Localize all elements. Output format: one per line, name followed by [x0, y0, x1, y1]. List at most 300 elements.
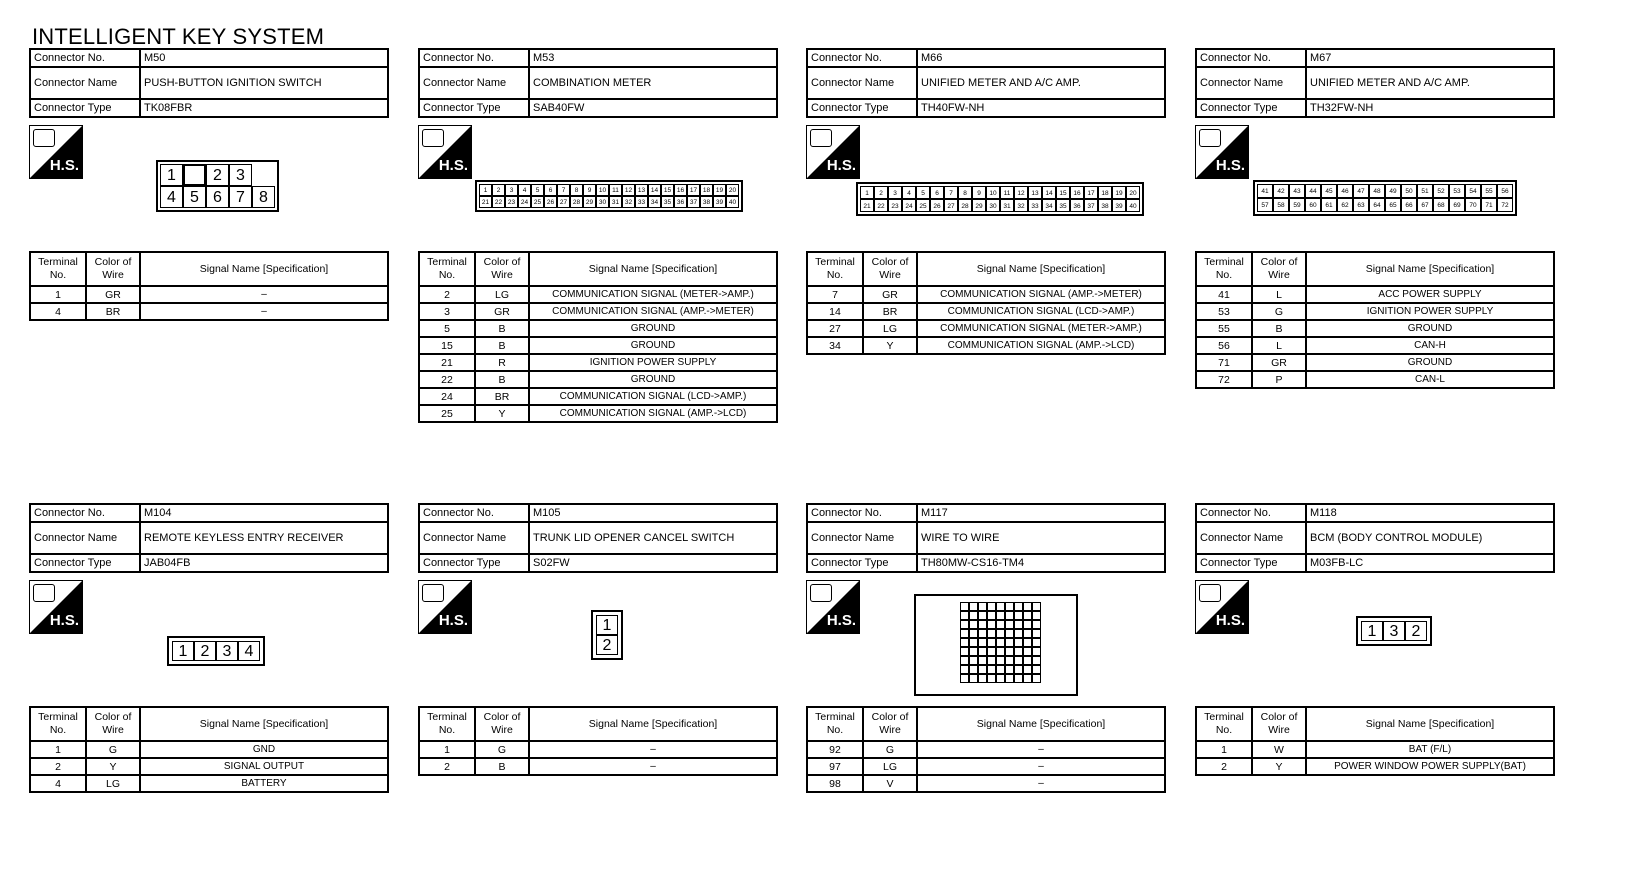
table-row — [30, 303, 388, 320]
signal-table-m118 — [1195, 706, 1555, 776]
connector-info-table — [29, 503, 389, 573]
pin-37: 37 — [1084, 199, 1098, 212]
table-row — [807, 741, 1165, 758]
pin-cell — [1032, 602, 1041, 611]
pin-cell — [996, 611, 1005, 620]
pin-cell — [987, 611, 996, 620]
pin-cell — [1014, 674, 1023, 683]
table-row — [807, 303, 1165, 320]
value-name: TRUNK LID OPENER CANCEL SWITCH — [529, 522, 777, 554]
connector-info-m53 — [418, 48, 778, 118]
pin-8: 8 — [570, 184, 583, 196]
pin-cell — [1005, 620, 1014, 629]
table-row — [419, 405, 777, 422]
label-connector-type: Connector Type — [807, 554, 917, 572]
pin-45: 45 — [1321, 184, 1337, 198]
pin-cell — [1014, 638, 1023, 647]
pin-4: 4 — [160, 186, 183, 208]
pin-cell — [978, 629, 987, 638]
value-no: M117 — [917, 504, 1165, 522]
label-connector-name: Connector Name — [30, 522, 140, 554]
pin-cell — [978, 674, 987, 683]
pin-6: 6 — [544, 184, 557, 196]
col-color: Color of Wire — [863, 707, 917, 741]
pin-3: 3 — [505, 184, 518, 196]
pin-31: 31 — [1000, 199, 1014, 212]
col-color: Color of Wire — [86, 707, 140, 741]
label-connector-name: Connector Name — [1196, 67, 1306, 99]
pin-33: 33 — [1028, 199, 1042, 212]
pin-21: 21 — [860, 199, 874, 212]
terminal-no: 24 — [419, 388, 475, 405]
pin-40: 40 — [726, 196, 739, 208]
pin-27: 27 — [557, 196, 570, 208]
pin-12: 12 — [622, 184, 635, 196]
table-row — [419, 303, 777, 320]
pin-cell — [1032, 647, 1041, 656]
pin-3: 3 — [888, 186, 902, 199]
value-type: TH32FW-NH — [1306, 99, 1554, 117]
terminal-no: 14 — [807, 303, 863, 320]
col-terminal: Terminal No. — [807, 707, 863, 741]
value-type: SAB40FW — [529, 99, 777, 117]
terminal-no: 97 — [807, 758, 863, 775]
wire-color: G — [863, 741, 917, 758]
terminal-no: 2 — [30, 758, 86, 775]
signal-table-m66 — [806, 251, 1166, 355]
table-row — [419, 286, 777, 303]
terminal-no: 1 — [30, 286, 86, 303]
pin-4: 4 — [238, 641, 260, 661]
value-name: WIRE TO WIRE — [917, 522, 1165, 554]
table-row — [419, 371, 777, 388]
pin-cell — [960, 611, 969, 620]
pin-12: 12 — [1014, 186, 1028, 199]
pin-9: 9 — [583, 184, 596, 196]
terminal-no: 34 — [807, 337, 863, 354]
terminal-no: 4 — [30, 775, 86, 792]
hs-label: H.S. — [438, 612, 468, 629]
pin-62: 62 — [1337, 198, 1353, 212]
pin-53: 53 — [1449, 184, 1465, 198]
table-row — [419, 320, 777, 337]
pin-18: 18 — [1098, 186, 1112, 199]
pin-cell — [969, 665, 978, 674]
pin-25: 25 — [531, 196, 544, 208]
terminal-no: 3 — [419, 303, 475, 320]
label-connector-name: Connector Name — [1196, 522, 1306, 554]
label-connector-no: Connector No. — [1196, 504, 1306, 522]
pin-cell — [1032, 611, 1041, 620]
wire-color: B — [475, 371, 529, 388]
label-connector-type: Connector Type — [1196, 554, 1306, 572]
pin-cell — [996, 647, 1005, 656]
pin-cell — [978, 602, 987, 611]
pin-cell — [1032, 638, 1041, 647]
signal-table — [1195, 251, 1555, 389]
pin-cell — [1005, 602, 1014, 611]
terminal-no: 1 — [1196, 741, 1252, 758]
pin-51: 51 — [1417, 184, 1433, 198]
connector-info-table — [1195, 503, 1555, 573]
wire-color: BR — [86, 303, 140, 320]
table-row — [807, 758, 1165, 775]
pin-cell — [1005, 629, 1014, 638]
pin-cell — [978, 647, 987, 656]
pin-3: 3 — [216, 641, 238, 661]
pin-cell — [969, 620, 978, 629]
value-type: S02FW — [529, 554, 777, 572]
connector-face-m118 — [1356, 616, 1432, 646]
label-connector-type: Connector Type — [30, 99, 140, 117]
pin-cell — [1032, 629, 1041, 638]
terminal-no: 1 — [419, 741, 475, 758]
table-row — [1196, 758, 1554, 775]
pin-72: 72 — [1497, 198, 1513, 212]
signal-name: COMMUNICATION SIGNAL (AMP.->LCD) — [917, 337, 1165, 354]
signal-name: GROUND — [1306, 354, 1554, 371]
pin-24: 24 — [518, 196, 531, 208]
value-no: M53 — [529, 49, 777, 67]
terminal-no: 2 — [419, 758, 475, 775]
pin-32: 32 — [1014, 199, 1028, 212]
signal-table — [1195, 706, 1555, 776]
value-no: M67 — [1306, 49, 1554, 67]
pin-9: 9 — [972, 186, 986, 199]
col-signal: Signal Name [Specification] — [917, 252, 1165, 286]
pin-19: 19 — [713, 184, 726, 196]
pin-cell — [960, 629, 969, 638]
pin-11: 11 — [1000, 186, 1014, 199]
hs-icon — [1195, 580, 1249, 634]
terminal-no: 1 — [30, 741, 86, 758]
signal-name: GROUND — [1306, 320, 1554, 337]
pin-44: 44 — [1305, 184, 1321, 198]
pin-36: 36 — [1070, 199, 1084, 212]
pin-38: 38 — [700, 196, 713, 208]
pin-2: 2 — [206, 164, 229, 186]
pin-cell — [978, 665, 987, 674]
pin-30: 30 — [596, 196, 609, 208]
pin-8: 8 — [958, 186, 972, 199]
wire-color: G — [475, 741, 529, 758]
pin-32: 32 — [622, 196, 635, 208]
pin-65: 65 — [1385, 198, 1401, 212]
pin-cell — [960, 602, 969, 611]
signal-name: COMMUNICATION SIGNAL (AMP.->METER) — [529, 303, 777, 320]
connector-face-m67 — [1253, 180, 1517, 216]
pin-67: 67 — [1417, 198, 1433, 212]
pin-cell — [996, 620, 1005, 629]
value-name: REMOTE KEYLESS ENTRY RECEIVER — [140, 522, 388, 554]
pin-cell — [996, 665, 1005, 674]
value-no: M104 — [140, 504, 388, 522]
terminal-no: 21 — [419, 354, 475, 371]
pin-cell — [969, 638, 978, 647]
terminal-no: 2 — [419, 286, 475, 303]
label-connector-no: Connector No. — [807, 504, 917, 522]
signal-name: COMMUNICATION SIGNAL (LCD->AMP.) — [529, 388, 777, 405]
hs-label: H.S. — [1215, 157, 1245, 174]
signal-name: ACC POWER SUPPLY — [1306, 286, 1554, 303]
pin-cell — [996, 602, 1005, 611]
signal-table — [806, 251, 1166, 355]
connector-face-m66 — [856, 182, 1144, 216]
pin-49: 49 — [1385, 184, 1401, 198]
terminal-no: 2 — [1196, 758, 1252, 775]
pin-cell — [987, 656, 996, 665]
col-terminal: Terminal No. — [1196, 707, 1252, 741]
label-connector-type: Connector Type — [30, 554, 140, 572]
signal-name: – — [917, 775, 1165, 792]
label-connector-type: Connector Type — [807, 99, 917, 117]
connector-face-m104 — [167, 636, 265, 666]
hs-icon — [29, 580, 83, 634]
table-row — [419, 388, 777, 405]
pin-cell — [1023, 647, 1032, 656]
pin-2: 2 — [874, 186, 888, 199]
pin-16: 16 — [674, 184, 687, 196]
wire-color: G — [86, 741, 140, 758]
pin-20: 20 — [726, 184, 739, 196]
connector-info-m105 — [418, 503, 778, 573]
hs-label: H.S. — [49, 612, 79, 629]
pin-cell — [960, 656, 969, 665]
label-connector-type: Connector Type — [419, 554, 529, 572]
col-color: Color of Wire — [863, 252, 917, 286]
table-row — [1196, 303, 1554, 320]
pin-14: 14 — [648, 184, 661, 196]
label-connector-type: Connector Type — [419, 99, 529, 117]
value-no: M50 — [140, 49, 388, 67]
pin-25: 25 — [916, 199, 930, 212]
pin-cell — [996, 674, 1005, 683]
pin-58: 58 — [1273, 198, 1289, 212]
wire-color: LG — [475, 286, 529, 303]
pin-20: 20 — [1126, 186, 1140, 199]
pin-cell — [978, 611, 987, 620]
pin-cell — [987, 620, 996, 629]
col-signal: Signal Name [Specification] — [140, 707, 388, 741]
col-signal: Signal Name [Specification] — [140, 252, 388, 286]
pin-1: 1 — [160, 164, 183, 186]
terminal-no: 98 — [807, 775, 863, 792]
connector-info-m67 — [1195, 48, 1555, 118]
pin-52: 52 — [1433, 184, 1449, 198]
connector-face-m105 — [591, 610, 623, 660]
pin-1: 1 — [596, 615, 618, 635]
signal-table-m117 — [806, 706, 1166, 793]
table-row — [807, 286, 1165, 303]
pin-1: 1 — [1361, 621, 1383, 641]
pin-38: 38 — [1098, 199, 1112, 212]
pin-cell — [987, 665, 996, 674]
pin-24: 24 — [902, 199, 916, 212]
pin-3: 3 — [1383, 621, 1405, 641]
pin-cell — [987, 602, 996, 611]
pin-5: 5 — [531, 184, 544, 196]
pin-57: 57 — [1257, 198, 1273, 212]
terminal-no: 7 — [807, 286, 863, 303]
signal-name: IGNITION POWER SUPPLY — [529, 354, 777, 371]
label-connector-name: Connector Name — [30, 67, 140, 99]
connector-face-m53 — [475, 180, 743, 212]
pin-31: 31 — [609, 196, 622, 208]
pin-cell — [1005, 638, 1014, 647]
terminal-no: 25 — [419, 405, 475, 422]
signal-name: – — [140, 303, 388, 320]
signal-name: – — [917, 758, 1165, 775]
pin-cell — [987, 629, 996, 638]
terminal-no: 4 — [30, 303, 86, 320]
pin-cell — [1014, 647, 1023, 656]
pin-47: 47 — [1353, 184, 1369, 198]
connector-info-table — [418, 48, 778, 118]
pin-cell — [1023, 611, 1032, 620]
table-row — [1196, 286, 1554, 303]
pin-16: 16 — [1070, 186, 1084, 199]
signal-name: COMMUNICATION SIGNAL (LCD->AMP.) — [917, 303, 1165, 320]
col-terminal: Terminal No. — [1196, 252, 1252, 286]
signal-table-m53 — [418, 251, 778, 423]
pin-41: 41 — [1257, 184, 1273, 198]
pin-13: 13 — [1028, 186, 1042, 199]
pin-2: 2 — [194, 641, 216, 661]
pin-35: 35 — [661, 196, 674, 208]
signal-table — [806, 706, 1166, 793]
table-row — [807, 320, 1165, 337]
pin-3: 3 — [229, 164, 252, 186]
col-color: Color of Wire — [1252, 252, 1306, 286]
table-row — [30, 286, 388, 303]
col-terminal: Terminal No. — [30, 707, 86, 741]
value-name: BCM (BODY CONTROL MODULE) — [1306, 522, 1554, 554]
pin-46: 46 — [1337, 184, 1353, 198]
connector-info-m50 — [29, 48, 389, 118]
pin-cell — [987, 647, 996, 656]
pin-cell — [1023, 620, 1032, 629]
signal-name: COMMUNICATION SIGNAL (METER->AMP.) — [917, 320, 1165, 337]
value-type: JAB04FB — [140, 554, 388, 572]
pin-cell — [1023, 629, 1032, 638]
wire-color: LG — [863, 320, 917, 337]
table-row — [419, 741, 777, 758]
pin-66: 66 — [1401, 198, 1417, 212]
label-connector-name: Connector Name — [419, 67, 529, 99]
pin-7: 7 — [557, 184, 570, 196]
pin-26: 26 — [930, 199, 944, 212]
pin-28: 28 — [570, 196, 583, 208]
pin-7: 7 — [944, 186, 958, 199]
label-connector-no: Connector No. — [807, 49, 917, 67]
terminal-no: 41 — [1196, 286, 1252, 303]
page-title: INTELLIGENT KEY SYSTEM — [32, 24, 325, 49]
pin-cell — [987, 638, 996, 647]
signal-name: BATTERY — [140, 775, 388, 792]
wire-color: BR — [863, 303, 917, 320]
pin-cell — [969, 629, 978, 638]
pin-39: 39 — [713, 196, 726, 208]
hs-label: H.S. — [1215, 612, 1245, 629]
col-signal: Signal Name [Specification] — [529, 252, 777, 286]
hs-label: H.S. — [826, 157, 856, 174]
pin-1: 1 — [172, 641, 194, 661]
pin-cell — [960, 665, 969, 674]
table-row — [30, 758, 388, 775]
table-row — [1196, 354, 1554, 371]
connector-info-m118 — [1195, 503, 1555, 573]
value-type: TH80MW-CS16-TM4 — [917, 554, 1165, 572]
terminal-no: 71 — [1196, 354, 1252, 371]
wire-color: BR — [475, 388, 529, 405]
pin-19: 19 — [1112, 186, 1126, 199]
label-connector-name: Connector Name — [807, 522, 917, 554]
terminal-no: 22 — [419, 371, 475, 388]
connector-info-table — [806, 48, 1166, 118]
signal-name: COMMUNICATION SIGNAL (AMP.->METER) — [917, 286, 1165, 303]
pin-2: 2 — [492, 184, 505, 196]
value-no: M105 — [529, 504, 777, 522]
pin-cell — [960, 647, 969, 656]
connector-info-m104 — [29, 503, 389, 573]
pin-cell — [1023, 665, 1032, 674]
hs-icon — [418, 580, 472, 634]
label-connector-no: Connector No. — [419, 49, 529, 67]
table-row — [1196, 337, 1554, 354]
pin-27: 27 — [944, 199, 958, 212]
signal-name: POWER WINDOW POWER SUPPLY(BAT) — [1306, 758, 1554, 775]
signal-table-m67 — [1195, 251, 1555, 389]
signal-table-m105 — [418, 706, 778, 776]
hs-label: H.S. — [49, 157, 79, 174]
pin-56: 56 — [1497, 184, 1513, 198]
pin-61: 61 — [1321, 198, 1337, 212]
pin-15: 15 — [1056, 186, 1070, 199]
wire-color: B — [1252, 320, 1306, 337]
pin-cell — [969, 656, 978, 665]
pin-48: 48 — [1369, 184, 1385, 198]
hs-label: H.S. — [826, 612, 856, 629]
value-name: UNIFIED METER AND A/C AMP. — [1306, 67, 1554, 99]
wire-color: Y — [475, 405, 529, 422]
pin-17: 17 — [687, 184, 700, 196]
connector-face-m50 — [156, 160, 279, 212]
wire-color: B — [475, 337, 529, 354]
pin-cell — [1005, 611, 1014, 620]
wire-color: L — [1252, 286, 1306, 303]
signal-name: – — [529, 758, 777, 775]
pin-43: 43 — [1289, 184, 1305, 198]
pin-28: 28 — [958, 199, 972, 212]
pin-6: 6 — [206, 186, 229, 208]
pin-6: 6 — [930, 186, 944, 199]
pin-35: 35 — [1056, 199, 1070, 212]
pin-33: 33 — [635, 196, 648, 208]
value-no: M118 — [1306, 504, 1554, 522]
pin-29: 29 — [583, 196, 596, 208]
pin-cell — [996, 656, 1005, 665]
table-row — [1196, 371, 1554, 388]
signal-name: COMMUNICATION SIGNAL (AMP.->LCD) — [529, 405, 777, 422]
pin-cell — [969, 611, 978, 620]
col-terminal: Terminal No. — [30, 252, 86, 286]
pin-7: 7 — [229, 186, 252, 208]
terminal-no: 92 — [807, 741, 863, 758]
pin-14: 14 — [1042, 186, 1056, 199]
pin-1: 1 — [479, 184, 492, 196]
table-row — [807, 337, 1165, 354]
col-terminal: Terminal No. — [419, 252, 475, 286]
